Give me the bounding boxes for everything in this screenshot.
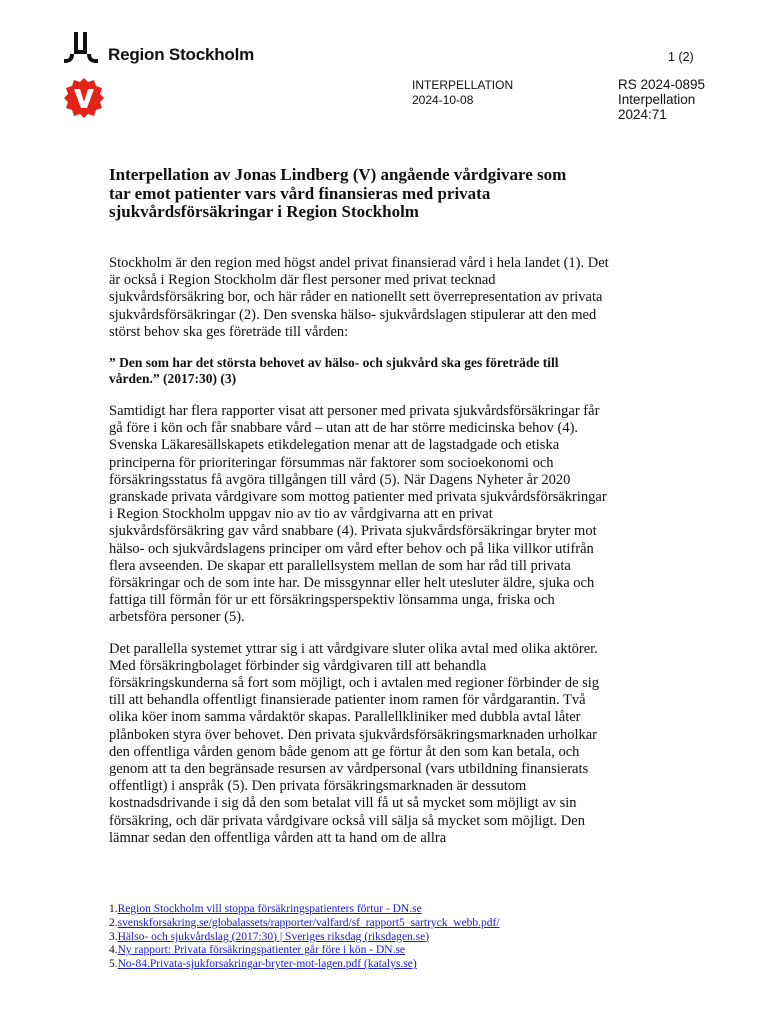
footnote-5 bbox=[109, 958, 629, 972]
footnote-3 bbox=[109, 931, 629, 945]
footnote-2 bbox=[109, 917, 629, 931]
reference-block bbox=[618, 77, 705, 122]
document-body bbox=[109, 255, 609, 861]
law-quote: ” Den som har det största behovet av hälso- och sjukvård ska ges företräde till vården.” (2017:30) (3) bbox=[109, 355, 559, 387]
paragraph-reports: Samtidigt har flera rapporter visat att personer med privata sjukvårdsförsäkringar får gå före i kön och får snabbare vård – utan att de har större medicinska behov (4). Svenska Läkaresällskapets etikdelegation menar att de lagstadgade och etiska principerna för prioriteringar försummas när faktorer som socioekonomi och försäkringsstatus få avgöra tillgången till vård (5). När Dagens Nyheter år 2020 granskade privata vårdgivare som mottog patienter med privata sjukvårdsförsäkringar i Region Stockholm uppgav nio av tio av vårdgivarna att en privat sjukvårdsförsäkring gav vård snabbare (4). Privata sjukvårdsförsäkringar bryter mot hälso- och sjukvårdslagens principer om vård efter behov och på lika villkor utifrån flera avseenden. De skapar ett parallellsystem mellan de som har råd till privata försäkringar och de som inte har. De missgynnar eller helt utesluter äldre, sjuka och fattiga till förmån för ur ett försäkringsperspektiv lönsamma unga, friska och arbetsföra personer (5). bbox=[109, 403, 607, 626]
footnote-number: 3. bbox=[109, 930, 118, 943]
document-type-block bbox=[412, 78, 513, 108]
paragraph-intro: Stockholm är den region med högst andel privat finansierad vård i hela landet (1). Det är också i Region Stockholm där flest personer med privat tecknad sjukvårdsförsäkring bor, och här råder en nationellt sett överrepresentation av privata sjukvårdsförsäkringar (2). Den svenska hälso- sjukvårdslagen stipulerar att den med störst behov ska ges företräde till vården: bbox=[109, 255, 609, 340]
footnote-number: 5. bbox=[109, 958, 118, 971]
region-stockholm-emblem-icon bbox=[62, 32, 102, 68]
reference-type: Interpellation bbox=[618, 92, 696, 107]
footnote-link-riksdagen[interactable]: Hälso- och sjukvårdslag (2017:30) | Sveriges riksdag (riksdagen.se) bbox=[117, 930, 430, 943]
party-logo bbox=[62, 76, 106, 120]
footnote-link-dn-ny-rapport[interactable]: Ny rapport: Privata försäkringspatienter går före i kön - DN.se bbox=[117, 944, 406, 957]
organization-name: Region Stockholm bbox=[108, 45, 255, 64]
footnote-link-svensk-forsakring[interactable]: svenskforsakring.se/globalassets/rapporter/valfard/sf_rapport5_sartryck_webb.pdf/ bbox=[117, 916, 500, 929]
footnote-number: 4. bbox=[109, 944, 118, 957]
footnote-number: 2. bbox=[109, 916, 118, 929]
footnote-number: 1. bbox=[109, 903, 118, 915]
footnote-link-dn-forsakringspatienter[interactable]: Region Stockholm vill stoppa försäkringspatienters förtur - DN.se bbox=[117, 903, 422, 915]
document-date: 2024-10-08 bbox=[412, 93, 474, 107]
footnote-1 bbox=[109, 903, 629, 917]
page-number: 1 (2) bbox=[668, 50, 694, 64]
document-type: INTERPELLATION bbox=[412, 78, 514, 92]
paragraph-parallel-system: Det parallella systemet yttrar sig i att vårdgivare sluter olika avtal med olika aktörer. Med försäkringbolaget förbinder sig vårdgivaren till att behandla försäkringskunderna så fort som möjligt, och i avtalen med regioner förbinder de sig till att behandla offentligt finansierade patienter inom ramen för vårdgarantin. Två olika köer inom samma vårdaktör skapas. Parallellkliniker med dubbla avtal låter plånboken styra över behovet. Den privata sjukvårdsförsäkringsmarknaden urholkar den offentliga vården genom både genom att ge förtur åt den som kan betala, och genom att ta den begränsade resursen av vårdpersonal (vars utbildning finansierats offentligt) i anspråk (5). Den privata försäkringsmarknaden är dessutom kostnadsdrivande i sig då den som betalat vill få ut så mycket som möjligt av sin försäkring, och där privata vårdgivare också vill sälja så mycket som möjligt. Den lämnar sedan den offentliga vården att ta hand om de allra bbox=[109, 640, 600, 846]
region-stockholm-logo bbox=[62, 32, 272, 72]
footnote-link-katalys[interactable]: No-84.Privata-sjukforsakringar-bryter-mot-lagen.pdf (katalys.se) bbox=[117, 958, 417, 971]
footnote-4 bbox=[109, 944, 629, 958]
vansterpartiet-logo-icon bbox=[62, 76, 106, 120]
reference-id: 2024:71 bbox=[618, 107, 667, 122]
footnotes bbox=[109, 903, 629, 972]
document-title: Interpellation av Jonas Lindberg (V) angående vårdgivare som tar emot patienter vars vård finansieras med privata sjukvårdsförsäkringar i Region Stockholm bbox=[109, 165, 567, 221]
reference-number: RS 2024-0895 bbox=[618, 77, 706, 92]
